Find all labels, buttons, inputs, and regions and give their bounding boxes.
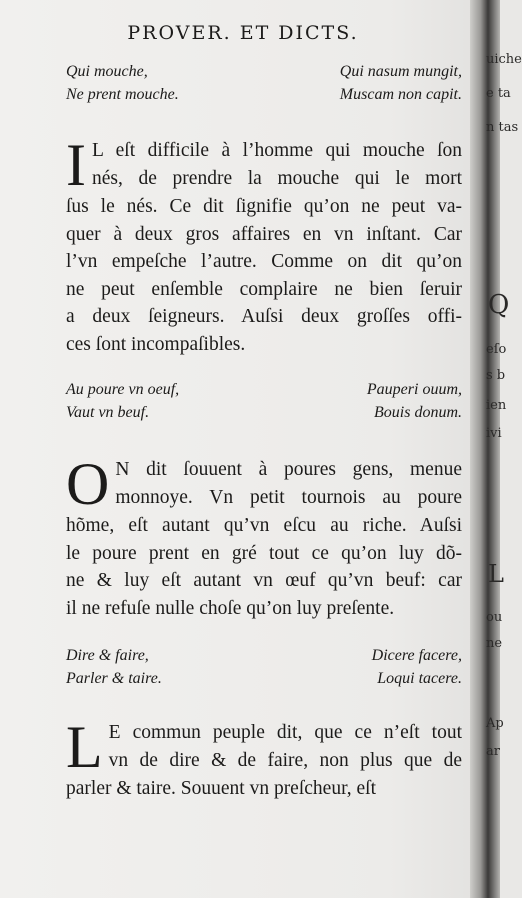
text-line: E commun peuple dit, que ce n’eſt tout [108, 722, 462, 743]
text-line: ne & luy eſt autant vn œuf qu’vn beuf: car [66, 570, 462, 591]
text-line: le poure prent en gré tout ce qu’on luy dõ- [66, 542, 462, 564]
proverb-latin: Bouis donum. [374, 404, 462, 421]
facing-page-text: ne [486, 636, 503, 651]
proverb-latin: Muscam non capit. [339, 86, 462, 103]
facing-page-text: ien [486, 398, 507, 413]
text-line: monnoye. Vn petit tournois au poure [115, 486, 462, 508]
proverb-french: Vaut vn beuf. [66, 404, 150, 421]
facing-page-text: e ta [486, 86, 511, 101]
text-line: il ne refuſe nulle choſe qu’on luy preſente. [66, 597, 395, 619]
proverb-couplet [66, 644, 462, 690]
drop-cap: O [66, 451, 110, 517]
commentary-paragraph [66, 714, 462, 803]
text-line: vn de dire & de faire, non plus que de [108, 749, 462, 771]
facing-page-text: eſo [486, 342, 507, 357]
proverb-latin: Pauperi ouum, [366, 381, 462, 398]
proverb-couplet [66, 60, 462, 106]
text-line: ne peut enſemble complaire ne bien ſeruir [66, 278, 462, 300]
text-line: N dit ſouuent à poures gens, menue [115, 459, 462, 480]
text-line: ſus le nés. Ce dit ſignifie qu’on ne peut va- [66, 196, 462, 217]
proverb-french: Qui mouche, [66, 63, 148, 80]
text-line: nés, de prendre la mouche qui le mort [91, 167, 462, 189]
proverb-couplet [66, 378, 462, 424]
drop-cap: L [66, 714, 103, 780]
text-line: hõme, eſt autant qu’vn eſcu au riche. Auſsi [66, 515, 462, 536]
facing-page-text: Q [488, 290, 510, 320]
facing-page-text: ou [486, 610, 503, 625]
facing-page-text: L [488, 560, 504, 588]
facing-page-text: uiche [486, 52, 522, 67]
proverb-latin: Dicere facere, [371, 647, 462, 664]
proverb-french: Parler & taire. [66, 670, 162, 687]
proverb-latin: Loqui tacere. [377, 670, 462, 687]
facing-page-text: Ap [486, 716, 504, 731]
proverb-french: Au poure vn oeuf, [66, 381, 180, 398]
facing-page-text: ivi [486, 426, 502, 441]
running-head: PROVER. ET DICTS. [127, 22, 359, 44]
text-line: parler & taire. Souuent vn preſcheur, eſt [66, 778, 377, 799]
commentary-paragraph [66, 451, 462, 622]
drop-cap: I [66, 132, 86, 198]
text-line: ces ſont incompaſibles. [66, 333, 246, 355]
commentary-paragraph [66, 132, 462, 358]
proverb-french: Dire & faire, [66, 647, 149, 664]
facing-page-text: s b [486, 368, 506, 383]
proverb-latin: Qui nasum mungit, [339, 63, 462, 80]
text-line: L eſt difficile à l’homme qui mouche ſon [91, 140, 462, 161]
facing-page-text: ar [486, 744, 500, 759]
text-line: a deux ſeigneurs. Auſsi deux groſſes offi- [66, 306, 462, 327]
text-line: l’vn empeſche l’autre. Comme on dit qu’on [66, 251, 462, 272]
proverb-french: Ne prent mouche. [66, 86, 179, 103]
facing-page-text: n tas [486, 120, 519, 135]
text-line: quer à deux gros affaires en vn inſtant. Car [66, 223, 462, 245]
